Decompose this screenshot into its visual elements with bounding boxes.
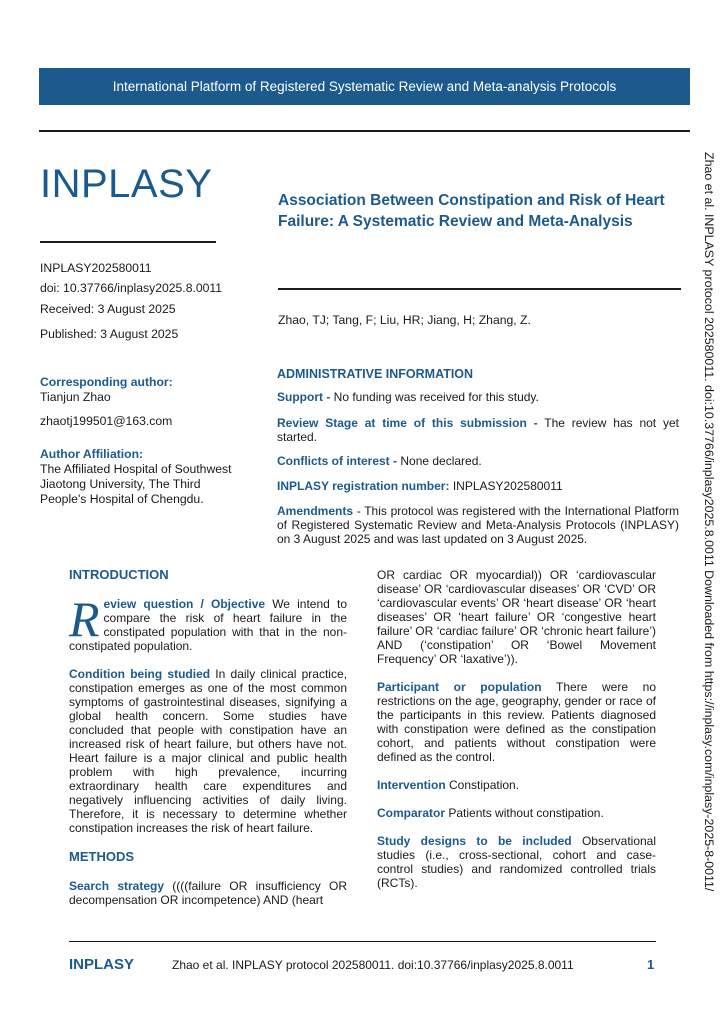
- stage-label: Review Stage at time of this submission -: [277, 416, 538, 430]
- intervention-label: Intervention: [377, 778, 446, 792]
- methods-heading: METHODS: [69, 849, 134, 864]
- affiliation-text: The Affiliated Hospital of Southwest Jiaotong University, The Third People's Hospital of Chengdu.: [40, 462, 232, 506]
- article-title: Association Between Constipation and Risk of Heart Failure: A Systematic Review and Meta-Analysis: [278, 192, 665, 230]
- corresponding-email: zhaotj199501@163.com: [40, 414, 173, 428]
- header-divider: [39, 130, 690, 132]
- intervention: [377, 778, 656, 792]
- study-designs-label: Study designs to be included: [377, 834, 572, 848]
- search-text-part1: ((((failure OR insufficiency OR decompensation OR incompetence) AND (heart: [69, 879, 348, 907]
- footer-divider: [69, 941, 656, 942]
- page-number: 1: [647, 957, 655, 972]
- admin-conflicts: [277, 454, 679, 468]
- author-affiliation: [40, 447, 240, 507]
- article-authors: Zhao, TJ; Tang, F; Liu, HR; Jiang, H; Zhang, Z.: [278, 313, 531, 327]
- footer-citation: Zhao et al. INPLASY protocol 202580011. doi:10.37766/inplasy2025.8.0011: [172, 958, 574, 972]
- admin-support: [277, 390, 679, 404]
- comparator-text: Patients without constipation.: [445, 806, 604, 820]
- affiliation-label: Author Affiliation:: [40, 447, 144, 461]
- intro-heading: INTRODUCTION: [69, 567, 169, 582]
- inplasy-id: INPLASY202580011: [40, 261, 152, 275]
- review-question-text: We intend to compare the risk of heart failure in the constipated population with that in the non-constipated population.: [69, 597, 347, 653]
- condition-text: In daily clinical practice, constipation emerges as one of the most common symptoms of gastrointestinal diseases, signifying a global health concern. Some studies have concluded that people with constipation have an increased risk of heart failure, but others have not. Heart failure is a major clinical and public health problem with high prevalence, incurring extraordinary health care expenditures and negatively influencing activities of daily living. Therefore, it is necessary to determine whether constipation increases the risk of heart failure.: [69, 667, 347, 835]
- condition-studied: [69, 667, 347, 835]
- banner-text: International Platform of Registered Systematic Review and Meta-analysis Protocols: [112, 79, 617, 94]
- study-designs-text: Observational studies (i.e., cross-sectional, cohort and case-control studies) and randomized controlled trials (RCTs).: [377, 834, 657, 890]
- search-label: Search strategy: [69, 879, 165, 893]
- support-text: No funding was received for this study.: [330, 390, 539, 404]
- review-question: [69, 591, 347, 653]
- search-strategy-continued: OR cardiac OR myocardial)) OR ‘cardiovascular disease’ OR ‘cardiovascular diseases’ OR ‘CVD’ OR ‘cardiovascular events’ OR ‘heart disease’ OR ‘heart diseases’ OR ‘heart failure’ OR ‘congestive heart failure’ OR ‘cardiac failure’ OR ‘chronic heart failure’) AND (‘constipation’ OR ‘Bowel Movement Frequency’ OR ‘laxative’)).: [377, 568, 656, 666]
- doi: doi: 10.37766/inplasy2025.8.0011: [40, 281, 223, 295]
- intervention-text: Constipation.: [445, 778, 520, 792]
- side-download-note: Zhao et al. INPLASY protocol 202580011. doi:10.37766/inplasy2025.8.0011 Downloaded from https://inplasy.com/inplasy-2025-8-0011/: [702, 152, 716, 892]
- amendments-label: Amendments: [277, 504, 354, 518]
- admin-registration: [277, 479, 679, 493]
- body-column-right: [377, 568, 656, 890]
- study-designs: [377, 834, 656, 890]
- corresponding-label: Corresponding author:: [40, 375, 173, 389]
- conflicts-label: Conflicts of interest -: [277, 454, 398, 468]
- published-date: Published: 3 August 2025: [40, 327, 179, 341]
- registration-label: INPLASY registration number:: [277, 479, 450, 493]
- admin-stage: [277, 416, 679, 444]
- participants: [377, 680, 656, 764]
- conflicts-text: None declared.: [397, 454, 482, 468]
- support-label: Support -: [277, 390, 331, 404]
- admin-amendments: [277, 504, 679, 546]
- title-divider: [278, 288, 681, 290]
- participants-label: Participant or population: [377, 680, 542, 694]
- corresponding-name: Tianjun Zhao: [40, 390, 111, 404]
- body-column-left: [69, 568, 347, 907]
- condition-label: Condition being studied: [69, 667, 211, 681]
- received-date: Received: 3 August 2025: [40, 302, 176, 316]
- review-question-label: eview question / Objective: [103, 597, 266, 611]
- corresponding-author: [40, 375, 245, 429]
- comparator-label: Comparator: [377, 806, 446, 820]
- footer-brand: INPLASY: [69, 956, 135, 973]
- participants-text: There were no restrictions on the age, geography, gender or race of the participants in this review. Patients diagnosed with constipation were defined as the constipation cohort, and patients without constipation were defined as the control.: [377, 680, 656, 764]
- amendments-text: - This protocol was registered with the International Platform of Registered Systematic Review and Meta-Analysis Protocols (INPLASY) on 3 August 2025 and was last updated on 3 August 2025.: [277, 504, 679, 546]
- brand-divider: [40, 241, 216, 243]
- comparator: [377, 806, 656, 820]
- stage-text: The review has not yet started.: [277, 416, 679, 444]
- registration-text: INPLASY202580011: [449, 479, 563, 493]
- header-banner: [39, 68, 690, 105]
- dropcap-letter: R: [69, 591, 100, 647]
- search-strategy-start: [69, 879, 347, 907]
- admin-heading: ADMINISTRATIVE INFORMATION: [277, 367, 474, 381]
- brand-logo-text: INPLASY: [40, 162, 213, 206]
- admin-section: [277, 367, 679, 546]
